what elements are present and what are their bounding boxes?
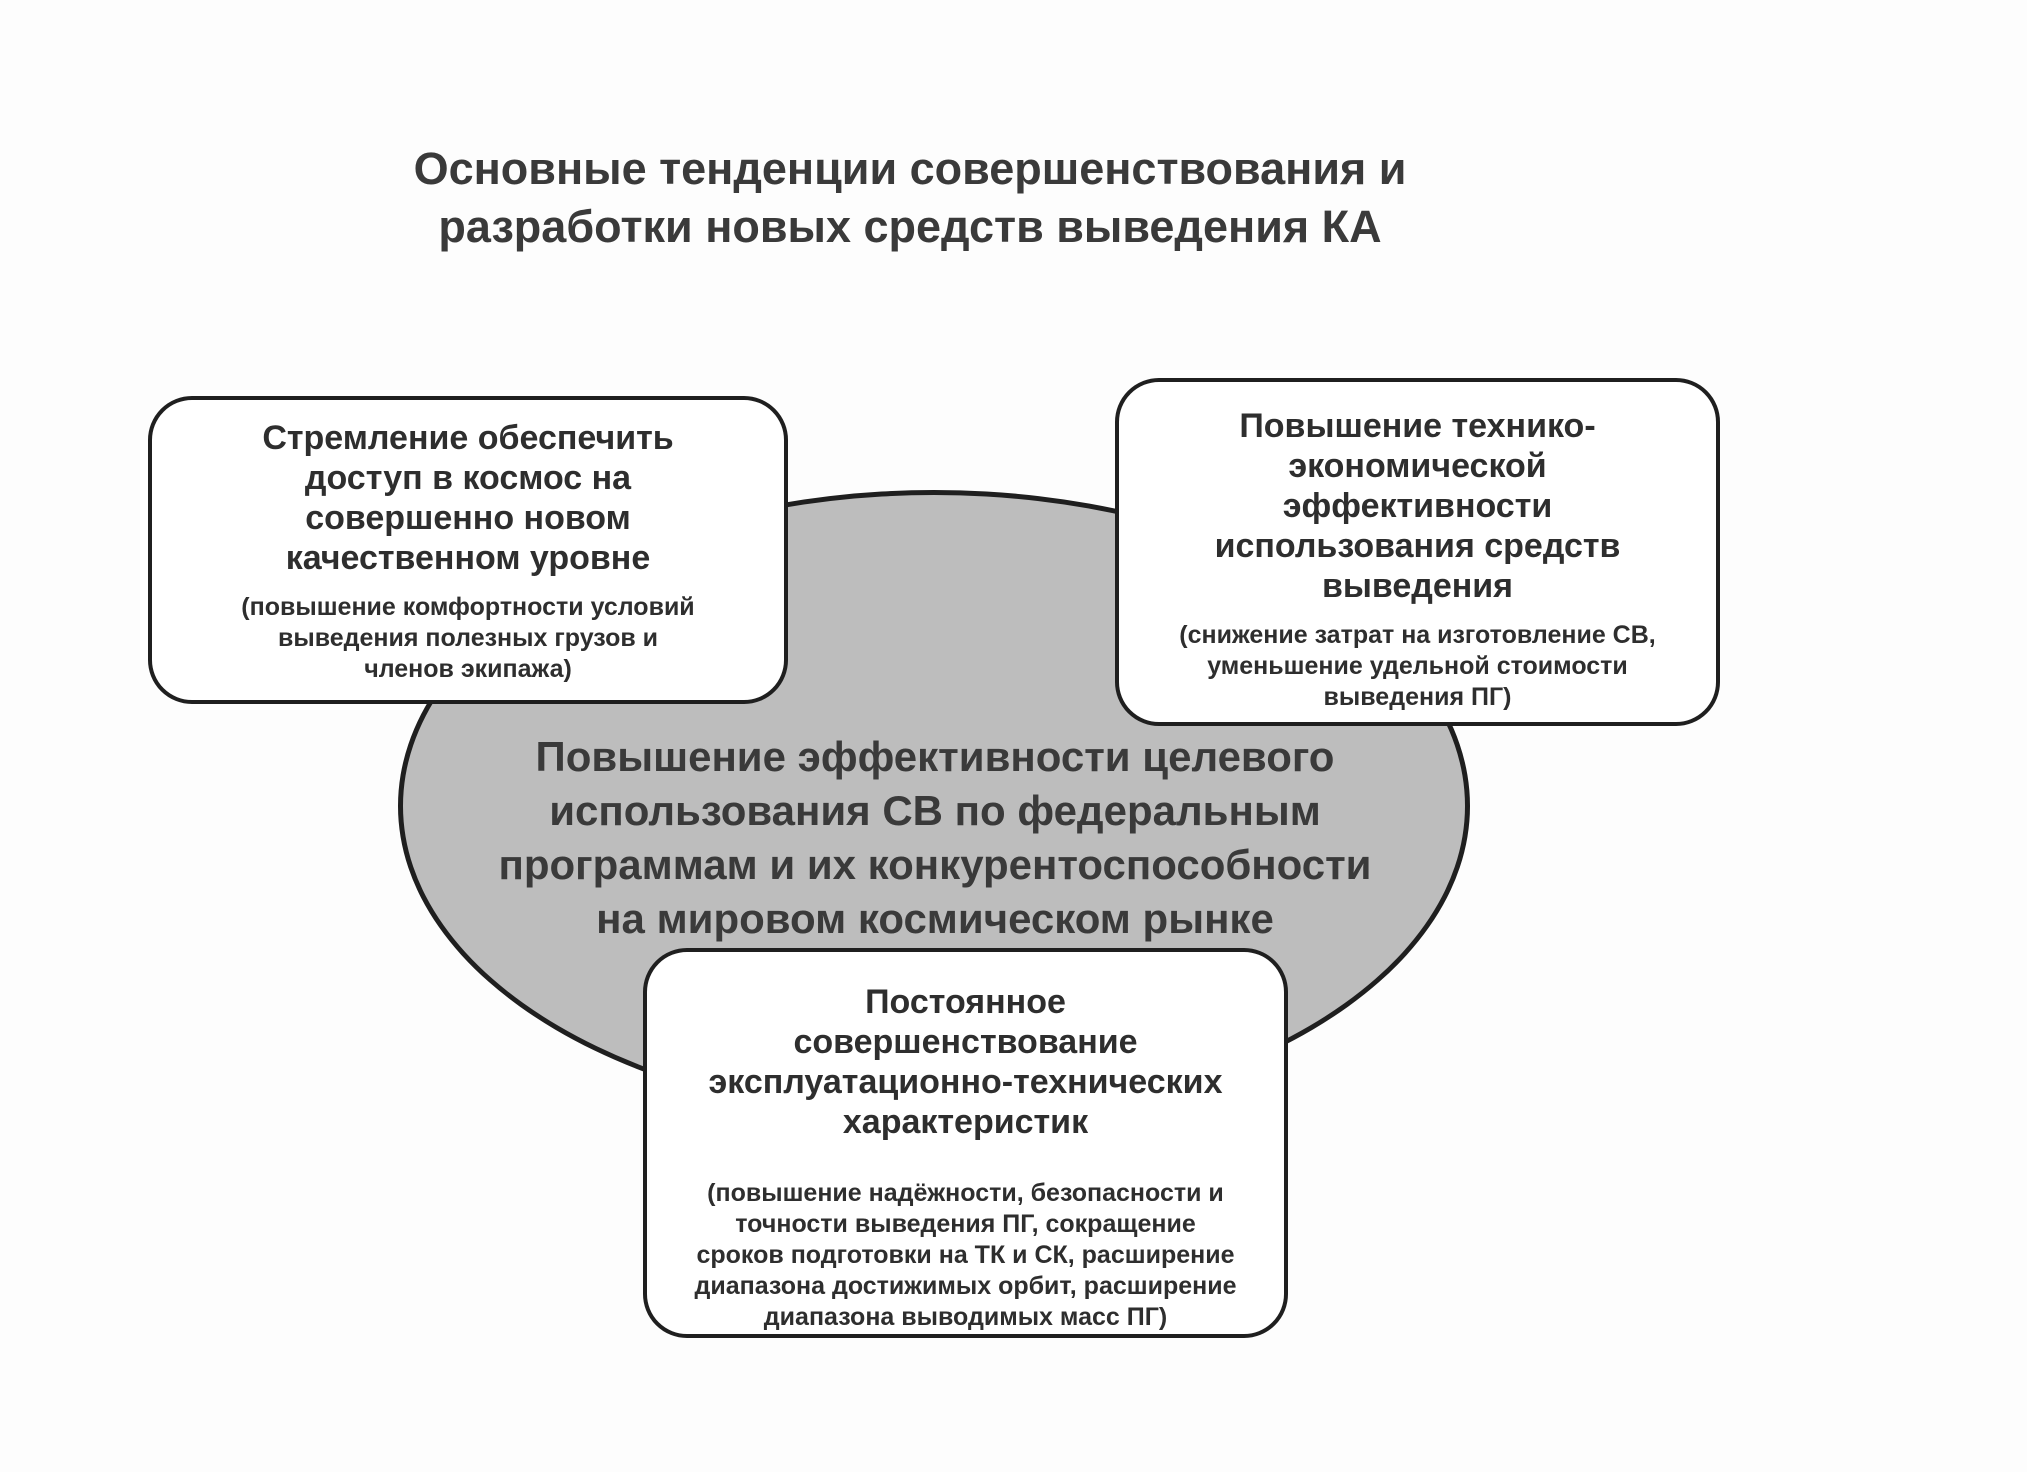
trend-box-economic-efficiency-note: (снижение затрат на изготовление СВ, уменьшение удельной стоимости выведения ПГ)	[1179, 621, 1656, 711]
trend-box-operational-improvement-note: (повышение надёжности, безопасности и точности выведения ПГ, сокращение сроков подготовки на ТК и СК, расширение диапазона достижимых орбит, расширение диапазона выводимых масс ПГ)	[694, 1179, 1237, 1331]
trend-box-operational-improvement-heading: Постоянное совершенствование эксплуатационно-технических характеристик	[708, 983, 1223, 1141]
trend-box-space-access-heading: Стремление обеспечить доступ в космос на совершенно новом качественном уровне	[262, 419, 674, 577]
trend-box-space-access	[148, 396, 788, 704]
trend-box-operational-improvement	[643, 948, 1288, 1338]
trend-box-space-access-note: (повышение комфортности условий выведения полезных грузов и членов экипажа)	[241, 593, 695, 683]
diagram-title: Основные тенденции совершенствования и разработки новых средств выведения КА	[413, 143, 1407, 252]
central-goal-text: Повышение эффективности целевого использования СВ по федеральным программам и их конкурентоспособности на мировом космическом рынке	[498, 733, 1372, 942]
trend-box-economic-efficiency-heading: Повышение технико- экономической эффективности использования средств выведения	[1214, 407, 1621, 605]
trend-box-economic-efficiency	[1115, 378, 1720, 726]
